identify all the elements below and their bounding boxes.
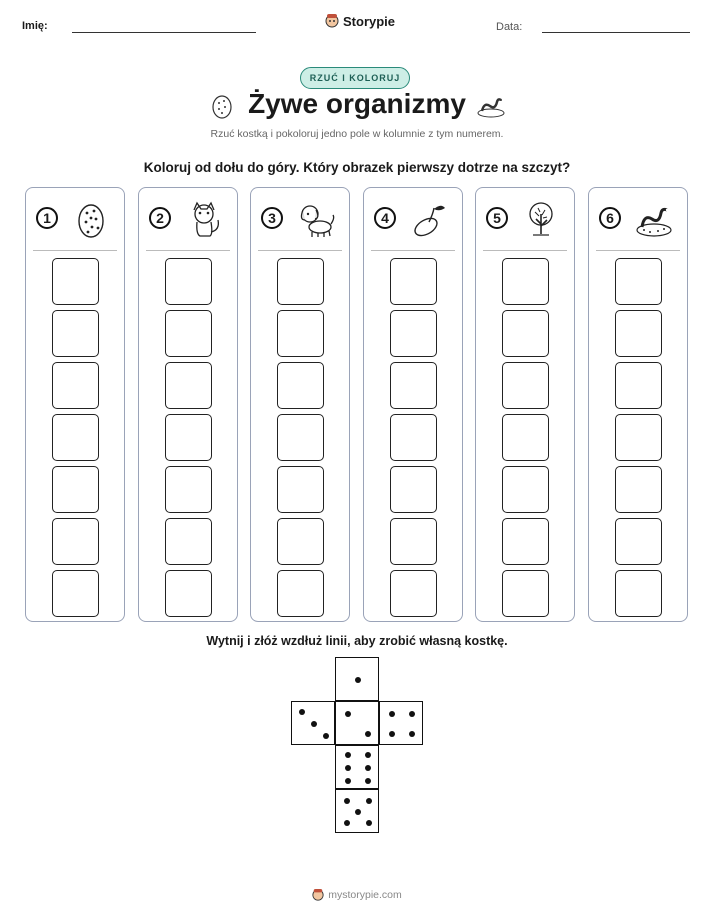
color-cell[interactable]	[502, 258, 549, 305]
color-cell[interactable]	[277, 570, 324, 617]
die-pip	[366, 798, 372, 804]
tree-icon	[521, 200, 561, 240]
color-cell[interactable]	[615, 362, 662, 409]
die-face-3	[291, 701, 335, 745]
die-pip	[345, 765, 351, 771]
color-cell[interactable]	[502, 310, 549, 357]
name-line[interactable]	[72, 32, 256, 33]
activity-tag: RZUĆ I KOLORUJ	[300, 67, 410, 89]
color-cell[interactable]	[615, 310, 662, 357]
die-pip	[355, 677, 361, 683]
die-pip	[409, 731, 415, 737]
pie-mascot-icon	[312, 888, 324, 902]
color-cell[interactable]	[390, 310, 437, 357]
color-cell[interactable]	[52, 466, 99, 513]
column-number: 4	[374, 207, 396, 229]
column-divider	[371, 250, 455, 251]
color-cell[interactable]	[52, 570, 99, 617]
column-divider	[596, 250, 680, 251]
color-cell[interactable]	[277, 414, 324, 461]
color-cell[interactable]	[165, 310, 212, 357]
color-cell[interactable]	[502, 570, 549, 617]
color-cell[interactable]	[615, 518, 662, 565]
color-cell[interactable]	[502, 414, 549, 461]
color-cell[interactable]	[52, 518, 99, 565]
brand-logo	[325, 13, 395, 29]
die-pip	[311, 721, 317, 727]
color-cell[interactable]	[165, 414, 212, 461]
die-pip	[365, 731, 371, 737]
color-cell[interactable]	[390, 414, 437, 461]
color-cell[interactable]	[52, 258, 99, 305]
column-number: 1	[36, 207, 58, 229]
die-face-5	[335, 789, 379, 833]
column-number: 6	[599, 207, 621, 229]
puppy-icon	[296, 200, 336, 240]
die-face-1	[335, 657, 379, 701]
name-label: Imię:	[22, 20, 48, 32]
cut-instruction: Wytnij i złóż wzdłuż linii, aby zrobić własną kostkę.	[206, 634, 508, 648]
column-divider	[483, 250, 567, 251]
color-cell[interactable]	[277, 362, 324, 409]
color-cell[interactable]	[390, 518, 437, 565]
die-pip	[345, 711, 351, 717]
instruction-heading: Koloruj od dołu do góry. Który obrazek pierwszy dotrze na szczyt?	[143, 160, 571, 175]
die-pip	[365, 765, 371, 771]
footer	[0, 888, 714, 902]
color-cell[interactable]	[390, 466, 437, 513]
die-pip	[344, 820, 350, 826]
column-number: 2	[149, 207, 171, 229]
color-cell[interactable]	[165, 258, 212, 305]
kitten-icon	[184, 200, 224, 240]
color-cell[interactable]	[277, 466, 324, 513]
die-pip	[366, 820, 372, 826]
color-cell[interactable]	[502, 362, 549, 409]
color-cell[interactable]	[390, 570, 437, 617]
egg-icon	[71, 200, 111, 240]
column-5	[475, 187, 575, 622]
column-3	[250, 187, 350, 622]
die-pip	[299, 709, 305, 715]
column-number: 3	[261, 207, 283, 229]
color-cell[interactable]	[277, 258, 324, 305]
die-pip	[365, 752, 371, 758]
color-cell[interactable]	[277, 518, 324, 565]
color-cell[interactable]	[52, 362, 99, 409]
column-6	[588, 187, 688, 622]
color-cell[interactable]	[615, 466, 662, 513]
column-divider	[258, 250, 342, 251]
subtitle: Rzuć kostką i pokoloruj jedno pole w kolumnie z tym numerem.	[210, 128, 504, 140]
column-2	[138, 187, 238, 622]
die-face-6	[335, 745, 379, 789]
color-cell[interactable]	[52, 414, 99, 461]
date-label: Data:	[496, 21, 523, 33]
footer-url: mystorypie.com	[328, 889, 402, 901]
die-face-4	[379, 701, 423, 745]
worm-icon	[476, 94, 506, 118]
die-pip	[365, 778, 371, 784]
color-cell[interactable]	[502, 518, 549, 565]
die-pip	[345, 778, 351, 784]
die-pip	[345, 752, 351, 758]
color-cell[interactable]	[165, 362, 212, 409]
color-cell[interactable]	[52, 310, 99, 357]
die-face-2	[335, 701, 379, 745]
color-cell[interactable]	[165, 518, 212, 565]
pie-mascot-icon	[325, 13, 339, 29]
color-cell[interactable]	[165, 570, 212, 617]
column-1	[25, 187, 125, 622]
die-pip	[355, 809, 361, 815]
color-cell[interactable]	[615, 414, 662, 461]
date-line[interactable]	[542, 32, 690, 33]
color-cell[interactable]	[615, 258, 662, 305]
column-divider	[146, 250, 230, 251]
seed-sprout-icon	[409, 200, 449, 240]
color-cell[interactable]	[390, 258, 437, 305]
color-cell[interactable]	[165, 466, 212, 513]
column-divider	[33, 250, 117, 251]
die-pip	[409, 711, 415, 717]
color-cell[interactable]	[502, 466, 549, 513]
color-cell[interactable]	[390, 362, 437, 409]
worm-icon	[634, 200, 674, 240]
brand-name: Storypie	[343, 13, 396, 29]
die-pip	[389, 731, 395, 737]
die-pip	[389, 711, 395, 717]
die-pip	[344, 798, 350, 804]
color-cell[interactable]	[615, 570, 662, 617]
color-cell[interactable]	[277, 310, 324, 357]
die-pip	[323, 733, 329, 739]
column-number: 5	[486, 207, 508, 229]
page-title: Żywe organizmy	[248, 88, 466, 119]
column-4	[363, 187, 463, 622]
